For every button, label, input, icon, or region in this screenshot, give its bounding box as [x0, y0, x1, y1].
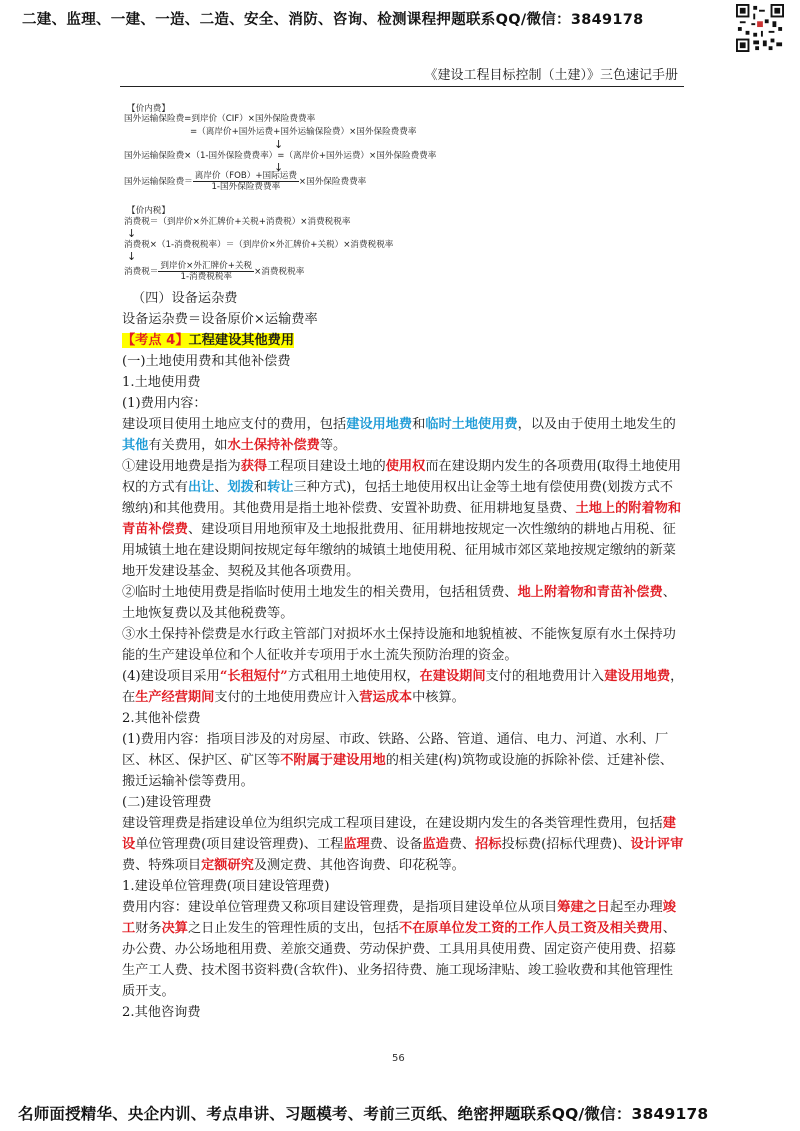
kaodian-heading: [122, 330, 684, 351]
kaodian-label: [122, 333, 294, 348]
formula-line: 消费税＝（到岸价×外汇牌价+关税+消费税）×消费税税率: [124, 217, 351, 227]
section-heading: (二)建设管理费: [122, 795, 212, 810]
section-heading: 1.土地使用费: [122, 375, 201, 390]
paragraph: ①建设用地费是指为获得工程项目建设土地的使用权而在建设期内发生的各项费用(取得土地使用权的方式有出让、划拨和转让三种方式)，包括土地使用权出让金等土地有偿使用费(划拨方式不缴纳)和其他费用。其他费用是指土地补偿费、安置补助费、征用耕地复垦费、土地上的附着物和青苗补偿费、建设项目用地预审及土地报批费用、征用耕地按规定一次性缴纳的耕地占用税、征用城镇土地在建设期间按规定每年缴纳的城镇土地使用税、征用城市郊区菜地按规定缴纳的新菜地开发建设基金、契税及其他各项费用。: [122, 459, 682, 579]
down-arrow-icon: ↓: [274, 161, 284, 174]
page-number: 56: [392, 1053, 405, 1064]
kaodian-number: 【考点 4】: [122, 333, 189, 348]
section-heading: 2.其他补偿费: [122, 711, 201, 726]
down-arrow-icon: ↓: [274, 138, 284, 151]
formula-group-1-title: 【价内费】: [127, 104, 170, 114]
fraction-numerator: 离岸价（FOB）+国际运费: [194, 171, 297, 181]
book-title: 《建设工程目标控制（土建）》三色速记手册: [424, 68, 678, 83]
down-arrow-icon: ↓: [127, 227, 137, 240]
formula-line: 国外运输保险费=到岸价（CIF）×国外保险费费率: [124, 114, 316, 124]
fraction-denominator: 1-国外保险费费率: [211, 182, 281, 192]
kaodian-title: 工程建设其他费用: [188, 333, 295, 348]
formula-suffix: ×国外保险费费率: [298, 177, 367, 187]
paragraph: ③水土保持补偿费是水行政主管部门对损坏水土保持设施和地貌植被、不能恢复原有水土保持功能的生产建设单位和个人征收并专项用于水土流失预防治理的资金。: [122, 627, 676, 663]
formula-group-2-title: 【价内税】: [127, 206, 170, 216]
section-heading: 2.其他咨询费: [122, 1005, 201, 1020]
formula-line: 消费税×（1-消费税税率）＝（到岸价×外汇牌价+关税）×消费税税率: [124, 240, 394, 250]
paragraph: (1)费用内容：指项目涉及的对房屋、市政、铁路、公路、管道、通信、电力、河道、水利、厂区、林区、保护区、矿区等不附属于建设用地的相关建(构)筑物或设施的拆除补偿、迁建补偿、搬迁运输补偿等费用。: [122, 732, 673, 789]
formula-line: 国外运输保险费×（1-国外保险费费率）=（离岸价+国外运费）×国外保险费费率: [124, 151, 437, 161]
formula-prefix: 消费税＝: [124, 267, 159, 277]
fraction-denominator: 1-消费税税率: [180, 272, 233, 282]
paragraph: 建设项目使用土地应支付的费用，包括建设用地费和临时土地使用费，以及由于使用土地发生的其他有关费用，如水土保持补偿费等。: [122, 417, 676, 453]
down-arrow-icon: ↓: [127, 250, 137, 263]
paragraph: 建设管理费是指建设单位为组织完成工程项目建设，在建设期内发生的各类管理性费用，包括建设单位管理费(项目建设管理费)、工程监理费、设备监造费、招标投标费(招标代理费)、设计评审费、特殊项目定额研究及测定费、其他咨询费、印花税等。: [122, 816, 684, 873]
section-heading: （四）设备运杂费: [132, 291, 238, 306]
formula-prefix: 国外运输保险费＝: [124, 177, 193, 187]
formula-line: =（离岸价+国外运费+国外运输保险费）×国外保险费费率: [190, 127, 417, 137]
fraction: [158, 261, 254, 282]
paragraph: ②临时土地使用费是指临时使用土地发生的相关费用，包括租赁费、地上附着物和青苗补偿费、土地恢复费以及其他税费等。: [122, 585, 676, 621]
section-heading: 1.建设单位管理费(项目建设管理费): [122, 879, 330, 894]
fraction-numerator: 到岸价×外汇牌价+关税: [160, 261, 253, 271]
header-divider: [120, 86, 684, 87]
formula-suffix: ×消费税税率: [254, 267, 305, 277]
paragraph: (4)建设项目采用“长租短付”方式租用土地使用权，在建设期间支付的租地费用计入建设用地费，在生产经营期间支付的土地使用费应计入营运成本中核算。: [122, 669, 684, 705]
paragraph: 费用内容：建设单位管理费又称项目建设管理费，是指项目建设单位从项目筹建之日起至办理竣工财务决算之日止发生的管理性质的支出，包括不在原单位发工资的工作人员工资及相关费用、办公费、办公场地租用费、差旅交通费、劳动保护费、工具用具使用费、固定资产使用费、招募生产工人费、技术图书资料费(含软件)、业务招待费、施工现场津贴、竣工验收费和其他管理性质开支。: [122, 900, 676, 999]
bottom-ad-banner: 名师面授精华、央企内训、考点串讲、习题模考、考前三页纸、绝密押题联系QQ/微信：3849178: [18, 1105, 709, 1123]
formula-text: 设备运杂费＝设备原价×运输费率: [122, 312, 318, 327]
section-heading: (1)费用内容：: [122, 396, 207, 411]
top-ad-banner: 二建、监理、一建、一造、二造、安全、消防、咨询、检测课程押题联系QQ/微信：3849178: [22, 12, 644, 28]
main-content: [122, 288, 684, 1023]
formula-fraction-line: [124, 261, 304, 282]
section-heading: (一)土地使用费和其他补偿费: [122, 354, 291, 369]
fraction: [193, 171, 299, 192]
formula-fraction-line: [124, 171, 366, 192]
qr-code-icon: [736, 4, 784, 52]
